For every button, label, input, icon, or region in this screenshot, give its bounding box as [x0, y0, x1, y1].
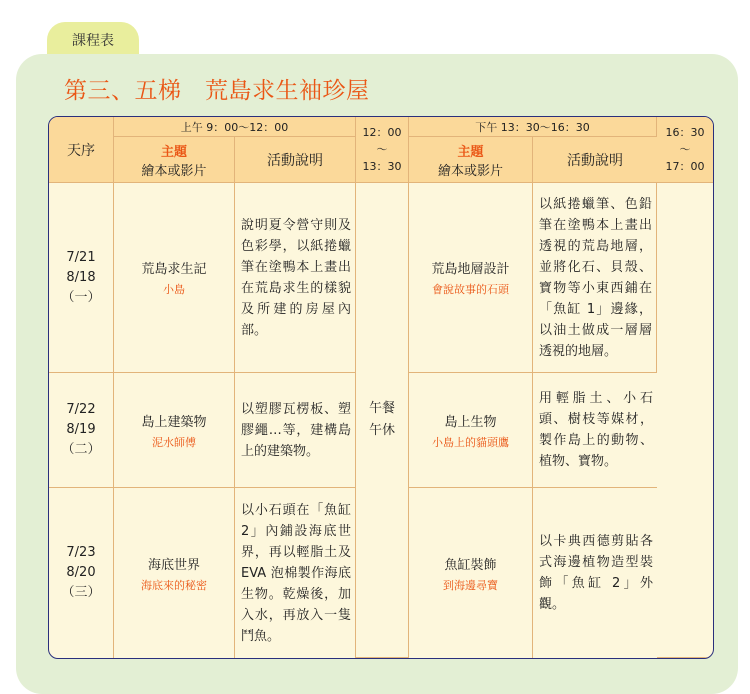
- pm-desc-cell: 用輕脂土、小石頭、樹枝等媒材，製作島上的動物、植物、寶物。: [533, 373, 657, 488]
- am-activity-header: 活動說明: [235, 137, 356, 183]
- pm-desc-cell: 以紙捲蠟筆、色鉛筆在塗鴨本上畫出透視的荒島地層，並將化石、貝殼、寶物等小東西鋪在「魚缸 1」邊緣，以油土做成一層層透視的地層。: [533, 183, 657, 373]
- am-theme-header: 主題 繪本或影片: [114, 137, 235, 183]
- morning-header: 上午 9：00～12：00: [114, 117, 356, 137]
- am-theme-cell: 荒島求生記 小島: [114, 183, 235, 373]
- am-theme-cell: 海底世界 海底來的秘密: [114, 488, 235, 658]
- pm-theme-header: 主題 繪本或影片: [409, 137, 533, 183]
- day-header: 天序: [49, 117, 114, 183]
- pm-desc-cell: 以卡典西德剪貼各式海邊植物造型裝飾「魚缸 2」外觀。: [539, 534, 653, 612]
- am-desc-cell: 說明夏令營守則及色彩學，以紙捲蠟筆在塗鴨本上畫出在荒島求生的樣貌及所建的房屋內部。: [235, 183, 356, 373]
- afternoon-header: 下午 13：30～16：30: [409, 117, 657, 137]
- noon-header: 12：00 ～ 13：30: [356, 117, 409, 183]
- schedule-table: [48, 116, 714, 659]
- pm-activity-header: 活動說明: [533, 137, 657, 183]
- day-cell: 7/22 8/19 （二）: [49, 373, 114, 488]
- am-theme-cell: 島上建築物 泥水師傅: [114, 373, 235, 488]
- page-title: 第三、五梯 荒島求生袖珍屋: [64, 78, 370, 104]
- day-cell: 7/21 8/18 （一）: [49, 183, 114, 373]
- pm-theme-cell: 荒島地層設計 會說故事的石頭: [409, 183, 533, 373]
- lunch-cell: 午餐 午休: [356, 183, 409, 658]
- late-cell: [657, 183, 713, 658]
- table-row: [49, 183, 713, 373]
- pm-theme-cell: 島上生物 小島上的貓頭鷹: [409, 373, 533, 488]
- day-cell: 7/23 8/20 （三）: [49, 488, 114, 658]
- schedule-tab[interactable]: 課程表: [47, 22, 139, 58]
- pm-theme-cell: 魚缸裝飾 到海邊尋寶: [409, 488, 533, 658]
- am-desc-cell: 以小石頭在「魚缸 2」內鋪設海底世界，再以輕脂土及 EVA 泡棉製作海底生物。乾燥後，加入水，再放入一隻鬥魚。: [235, 488, 356, 658]
- late-header: 16：30 ～ 17：00: [657, 117, 713, 183]
- am-desc-cell: 以塑膠瓦楞板、塑膠繩…等，建構島上的建築物。: [235, 373, 356, 488]
